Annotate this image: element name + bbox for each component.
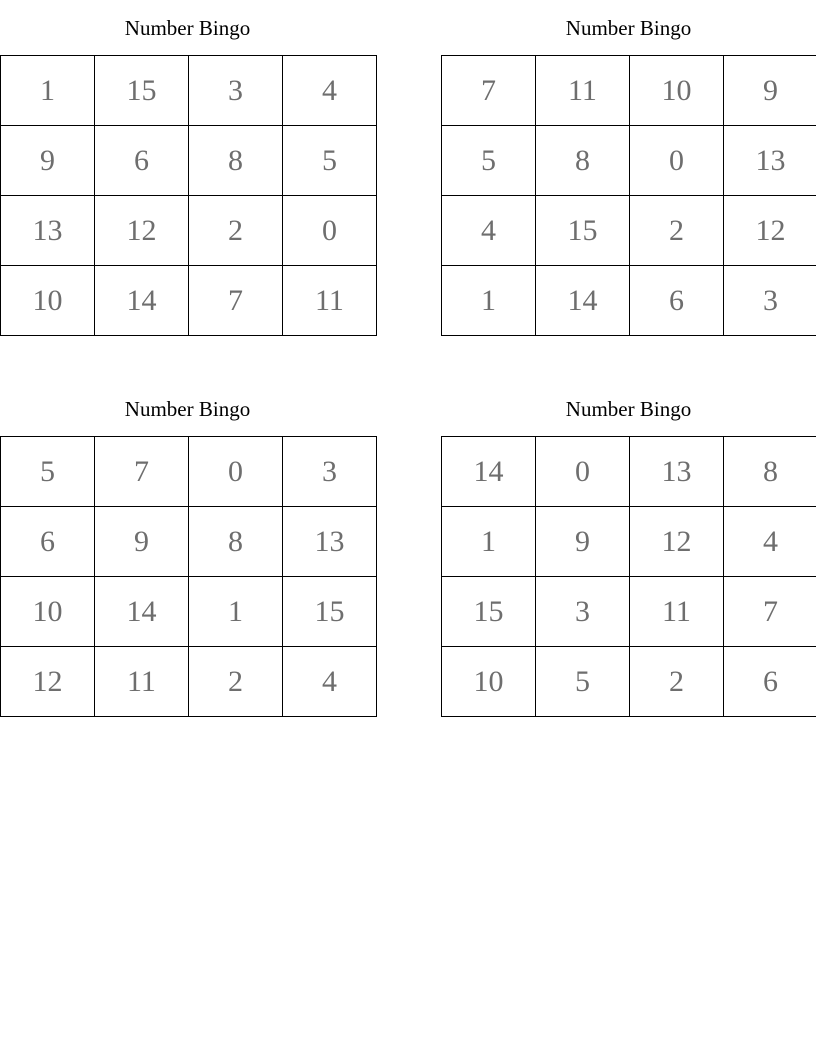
grid-cell: 13 bbox=[630, 437, 724, 507]
grid-cell: 11 bbox=[630, 577, 724, 647]
grid-cell: 12 bbox=[1, 647, 95, 717]
grid-cell: 7 bbox=[724, 577, 816, 647]
grid-cell: 12 bbox=[95, 196, 189, 266]
grid-row bbox=[442, 507, 816, 577]
grid-cell: 7 bbox=[95, 437, 189, 507]
grid-cell: 12 bbox=[724, 196, 816, 266]
bingo-grid bbox=[441, 55, 816, 336]
grid-cell: 0 bbox=[283, 196, 377, 266]
grid-cell: 2 bbox=[189, 647, 283, 717]
grid-cell: 4 bbox=[724, 507, 816, 577]
grid-cell: 6 bbox=[630, 266, 724, 336]
grid-cell: 5 bbox=[536, 647, 630, 717]
grid-cell: 11 bbox=[283, 266, 377, 336]
grid-row bbox=[1, 647, 377, 717]
grid-cell: 14 bbox=[536, 266, 630, 336]
grid-cell: 6 bbox=[1, 507, 95, 577]
grid-cell: 0 bbox=[536, 437, 630, 507]
bingo-grid bbox=[441, 436, 816, 717]
grid-row bbox=[442, 647, 816, 717]
grid-row bbox=[1, 196, 377, 266]
grid-cell: 4 bbox=[283, 56, 377, 126]
grid-cell: 14 bbox=[95, 577, 189, 647]
grid-row bbox=[442, 266, 816, 336]
grid-row bbox=[1, 126, 377, 196]
grid-cell: 3 bbox=[536, 577, 630, 647]
grid-cell: 9 bbox=[95, 507, 189, 577]
grid-cell: 8 bbox=[724, 437, 816, 507]
grid-cell: 7 bbox=[442, 56, 536, 126]
grid-cell: 0 bbox=[189, 437, 283, 507]
grid-row bbox=[1, 507, 377, 577]
grid-cell: 5 bbox=[1, 437, 95, 507]
grid-cell: 6 bbox=[724, 647, 816, 717]
grid-cell: 10 bbox=[442, 647, 536, 717]
grid-cell: 2 bbox=[630, 647, 724, 717]
grid-cell: 13 bbox=[1, 196, 95, 266]
grid-cell: 14 bbox=[95, 266, 189, 336]
grid-cell: 1 bbox=[442, 266, 536, 336]
grid-cell: 15 bbox=[95, 56, 189, 126]
grid-cell: 15 bbox=[283, 577, 377, 647]
bingo-grid bbox=[0, 55, 377, 336]
grid-row bbox=[1, 56, 377, 126]
grid-cell: 3 bbox=[724, 266, 816, 336]
grid-cell: 13 bbox=[724, 126, 816, 196]
grid-row bbox=[1, 577, 377, 647]
grid-row bbox=[442, 196, 816, 266]
grid-cell: 3 bbox=[189, 56, 283, 126]
grid-cell: 11 bbox=[536, 56, 630, 126]
card-title: Number Bingo bbox=[124, 16, 251, 40]
grid-cell: 14 bbox=[442, 437, 536, 507]
grid-row bbox=[1, 437, 377, 507]
grid-cell: 1 bbox=[1, 56, 95, 126]
grid-cell: 4 bbox=[283, 647, 377, 717]
bingo-grid bbox=[0, 436, 377, 717]
grid-cell: 6 bbox=[95, 126, 189, 196]
grid-cell: 3 bbox=[283, 437, 377, 507]
grid-cell: 15 bbox=[442, 577, 536, 647]
grid-cell: 15 bbox=[536, 196, 630, 266]
grid-cell: 12 bbox=[630, 507, 724, 577]
card-title: Number Bingo bbox=[565, 16, 692, 40]
grid-cell: 9 bbox=[724, 56, 816, 126]
grid-cell: 10 bbox=[630, 56, 724, 126]
grid-cell: 11 bbox=[95, 647, 189, 717]
grid-row bbox=[442, 437, 816, 507]
grid-cell: 7 bbox=[189, 266, 283, 336]
grid-cell: 4 bbox=[442, 196, 536, 266]
grid-row bbox=[442, 56, 816, 126]
grid-cell: 8 bbox=[189, 126, 283, 196]
grid-row bbox=[442, 577, 816, 647]
grid-cell: 9 bbox=[536, 507, 630, 577]
grid-cell: 2 bbox=[189, 196, 283, 266]
grid-cell: 5 bbox=[283, 126, 377, 196]
grid-row bbox=[442, 126, 816, 196]
grid-cell: 2 bbox=[630, 196, 724, 266]
grid-cell: 10 bbox=[1, 577, 95, 647]
grid-cell: 5 bbox=[442, 126, 536, 196]
grid-cell: 10 bbox=[1, 266, 95, 336]
grid-cell: 1 bbox=[442, 507, 536, 577]
grid-cell: 0 bbox=[630, 126, 724, 196]
card-title: Number Bingo bbox=[565, 397, 692, 421]
grid-cell: 8 bbox=[536, 126, 630, 196]
grid-cell: 9 bbox=[1, 126, 95, 196]
grid-cell: 8 bbox=[189, 507, 283, 577]
grid-cell: 13 bbox=[283, 507, 377, 577]
grid-row bbox=[1, 266, 377, 336]
grid-cell: 1 bbox=[189, 577, 283, 647]
card-title: Number Bingo bbox=[124, 397, 251, 421]
